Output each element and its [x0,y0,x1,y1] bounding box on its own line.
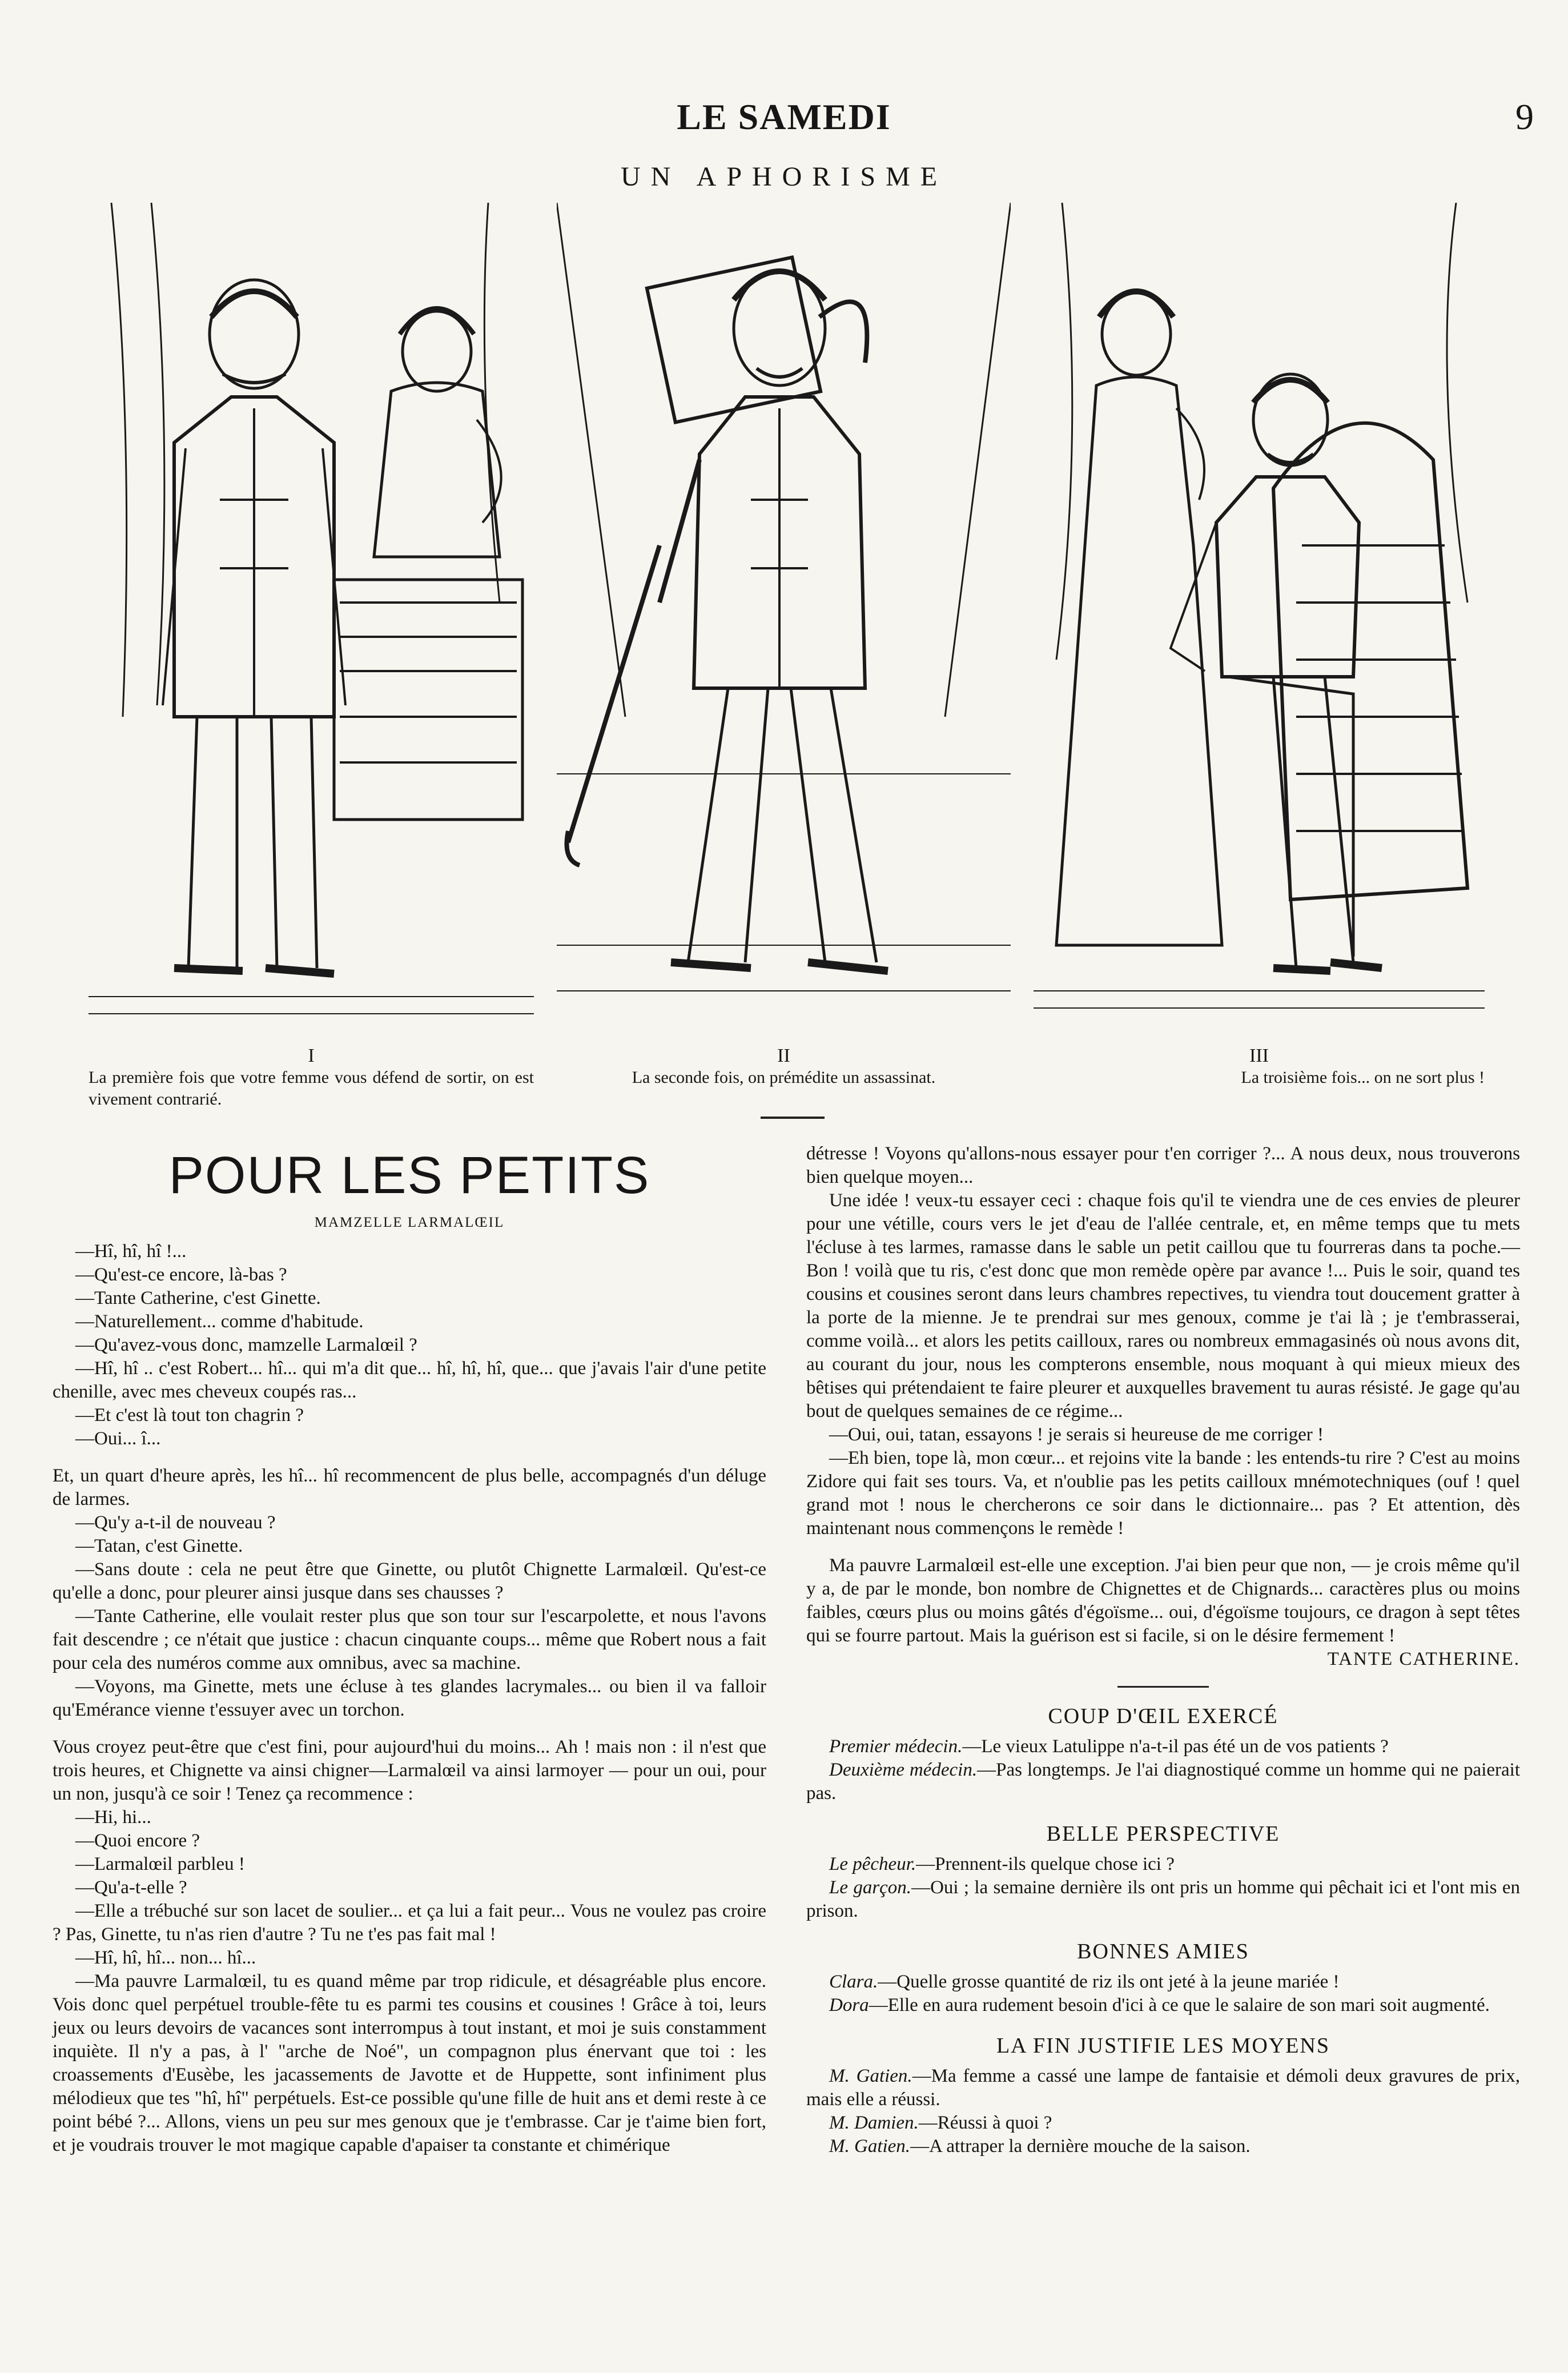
paragraph: —Qu'est-ce encore, là-bas ? [75,1264,287,1285]
speaker: Deuxième médecin. [829,1760,978,1780]
caption-text-1: La première fois que votre femme vous défend de sortir, on est vivement contrarié. [89,1068,534,1109]
paragraph: —Hî, hî .. c'est Robert... hî... qui m'a dit que... hî, hî, hî, que... que j'avais l'air d'une petite chenille, avec mes cheveux coupés ras... [53,1358,766,1402]
paragraph: —Tante Catherine, elle voulait rester plus que son tour sur l'escarpolette, et nous l'avons fait descendre ; ce n'était que justice : chacun cinquante coups... même que Robert nous a fait pour cela des numéros comme aux omnibus, avec sa machine. [53,1606,766,1673]
caption-text-2: La seconde fois, on prémédite un assassinat. [632,1068,936,1087]
paragraph: détresse ! Voyons qu'allons-nous essayer pour t'en corriger ?... A nous deux, nous trouverons bien quelque moyen... [806,1143,1520,1187]
dialogue: —Le vieux Latulippe n'a-t-il pas été un de vos patients ? [962,1736,1389,1757]
paragraph: —Elle a trébuché sur son lacet de soulier... et ça lui a fait peur... Vous ne voulez pas croire ? Pas, Ginette, tu n'as rien d'autre ? Tu ne t'es pas fait mal ! [53,1901,766,1945]
paragraph: —Hî, hî, hî !... [75,1241,187,1262]
dialogue: —Elle en aura rudement besoin d'ici à ce que le salaire de son mari soit augmenté. [869,1995,1490,2015]
anecdote-title: BONNES AMIES [1077,1940,1249,1964]
dialogue: —A attraper la dernière mouche de la saison. [910,2136,1251,2157]
paragraph: —Tatan, c'est Ginette. [75,1536,243,1556]
caption-2 [557,1045,1011,1089]
left-column [53,1142,766,2157]
speaker: Premier médecin. [829,1736,963,1757]
paragraph: —Sans doute : cela ne peut être que Ginette, ou plutôt Chignette Larmalœil. Qu'est-ce qu'elle a donc, pour pleurer ainsi jusque dans ses chausses ? [53,1559,766,1603]
dialogue: —Réussi à quoi ? [918,2113,1052,2133]
paragraph: —Et c'est là tout ton chagrin ? [75,1405,304,1426]
speaker: Clara. [829,1972,878,1992]
paragraph: —Hî, hî, hî... non... hî... [75,1948,256,1968]
paragraph: Ma pauvre Larmalœil est-elle une exception. J'ai bien peur que non, — je crois même qu'il y a, de par le monde, bon nombre de Chignettes et de Chignards... caractères plus ou moins faibles, cœurs plus ou moins gâtés d'égoïsme... oui, d'égoïsme toujours, ce dragon à sept têtes qui se fourre partout. Mais la guérison est si facile, si on le désire fermement ! [806,1555,1520,1646]
cartoon-panel-3 [1034,203,1485,1037]
dialogue: —Oui ; la semaine dernière ils ont pris un homme qui pêchait ici et l'ont mis en prison. [806,1877,1520,1921]
page-number: 9 [1515,97,1534,137]
illustration-angry-husband [89,203,534,1037]
running-title: LE SAMEDI [677,97,891,137]
paragraph: —Voyons, ma Ginette, mets une écluse à tes glandes lacrymales... ou bien il va falloir qu'Emérance vienne t'essuyer avec un torchon. [53,1676,766,1720]
divider [1117,1686,1209,1688]
anecdote-title: COUP D'ŒIL EXERCÉ [1048,1704,1278,1728]
caption-numeral-1: I [308,1045,315,1066]
cartoon-panel-2 [557,203,1011,1037]
speaker: Le pêcheur. [829,1854,916,1874]
cartoon-panel-1 [89,203,534,1037]
illustration-resigned-husband [1034,203,1485,1037]
paragraph: —Naturellement... comme d'habitude. [75,1311,364,1332]
paragraph: —Tante Catherine, c'est Ginette. [75,1288,321,1308]
section-separator [761,1117,825,1119]
paragraph: Une idée ! veux-tu essayer ceci : chaque fois qu'il te viendra une de ces envies de pleurer pour une vétille, cours vers le jet d'eau de l'allée centrale, et, en même temps que tu mets l'écluse à tes larmes, ramasse dans le sable un petit caillou que tu fourreras dans ta poche.—Bon ! voilà que tu ris, c'est donc que mon remède opère par avance !... Puis le soir, quand tes cousins et cousines seront dans leurs chambres repectives, tu viendra tout doucement gratter à la porte de la mienne. Je te prendrai sur mes genoux, comme je t'ai là ; je t'embrasserai, comme voilà... et alors les petits cailloux, rares ou nombreux emmagasinés où nous avons dit, au courant du jour, nous les compterons ensemble, nous moquant à qui mieux mieux des bêtises qui prétendaient te faire pleurer et auxquelles bravement tu auras résisté. Je gage qu'au bout de quelques semaines de ce régime... [806,1190,1520,1422]
anecdote-title: LA FIN JUSTIFIE LES MOYENS [996,2034,1330,2058]
paragraph: —Oui, oui, tatan, essayons ! je serais si heureuse de me corriger ! [829,1424,1324,1445]
speaker: M. Gatien. [829,2066,912,2086]
speaker: Le garçon. [829,1877,912,1898]
speaker: M. Damien. [829,2113,919,2133]
illustration-furious-husband [557,203,1011,1037]
paragraph: —Eh bien, tope là, mon cœur... et rejoins vite la bande : les entends-tu rire ? C'est au moins Zidore qui fait ses tours. Va, et n'oublie pas les petits cailloux mnémotechniques (ouf ! quel grand mot ! nous le chercherons ce soir dans le dictionnaire... pas ? Et attention, dès maintenant nous commençons le remède ! [806,1448,1520,1539]
cartoon-title: UN APHORISME [620,162,948,192]
dialogue: —Quelle grosse quantité de riz ils ont jeté à la jeune mariée ! [878,1972,1340,1992]
anecdote-title: BELLE PERSPECTIVE [1046,1822,1280,1846]
paragraph: Vous croyez peut-être que c'est fini, pour aujourd'hui du moins... Ah ! mais non : il n'est que trois heures, et Chignette va ainsi chigner—Larmalœil va ainsi larmoyer — pour un oui, pour un non, jusqu'à ce soir ! Tenez ça recommence : [53,1737,766,1804]
paragraph: —Qu'y a-t-il de nouveau ? [75,1512,276,1533]
dialogue: —Ma femme a cassé une lampe de fantaisie et démoli deux gravures de prix, mais elle a réussi. [806,2066,1520,2110]
paragraph: —Qu'avez-vous donc, mamzelle Larmalœil ? [75,1335,417,1355]
speaker: M. Gatien. [829,2136,911,2157]
paragraph: —Hi, hi... [75,1807,151,1828]
caption-1 [89,1045,534,1110]
caption-3 [1034,1045,1485,1089]
article-signature: TANTE CATHERINE. [1327,1649,1520,1669]
paragraph: —Ma pauvre Larmalœil, tu es quand même par trop ridicule, et désagréable plus encore. Vois donc quel perpétuel trouble-fête tu es parmi tes cousins et cousines ! Grâce à toi, leurs jeux ou leurs devoirs de vacances sont interrompus à tout instant, et moi je suis constamment inquiète. Il n'y a pas, à l' "arche de Noé", un compagnon plus énervant que toi : les croassements d'Eusèbe, les jacassements de Javotte et de Huppette, sont infiniment plus mélodieux que tes "hî, hî" perpétuels. Est-ce possible qu'une fille de huit ans et demi reste à ce point bébé ?... Allons, viens un peu sur mes genoux que je t'embrasse. Car je t'aime bien fort, et je voudrais trouver le mot magique capable d'apaiser ta constante et chimérique [53,1971,766,2155]
paragraph: —Quoi encore ? [75,1830,200,1851]
dialogue: —Prennent-ils quelque chose ici ? [916,1854,1175,1874]
caption-numeral-2: II [777,1045,790,1066]
article-subtitle: MAMZELLE LARMALŒIL [314,1215,505,1230]
paragraph: —Larmalœil parbleu ! [75,1854,245,1874]
speaker: Dora [829,1995,869,2015]
dialogue: —Pas longtemps. Je l'ai diagnostiqué comme un homme qui ne paierait pas. [806,1760,1520,1804]
paragraph: —Oui... î... [75,1428,161,1449]
caption-numeral-3: III [1249,1045,1269,1066]
right-column [806,1142,1520,2158]
caption-text-3: La troisième fois... on ne sort plus ! [1241,1068,1485,1087]
paragraph: —Qu'a-t-elle ? [75,1877,187,1898]
paragraph: Et, un quart d'heure après, les hî... hî recommencent de plus belle, accompagnés d'un déluge de larmes. [53,1465,766,1509]
article-title: POUR LES PETITS [168,1146,650,1204]
